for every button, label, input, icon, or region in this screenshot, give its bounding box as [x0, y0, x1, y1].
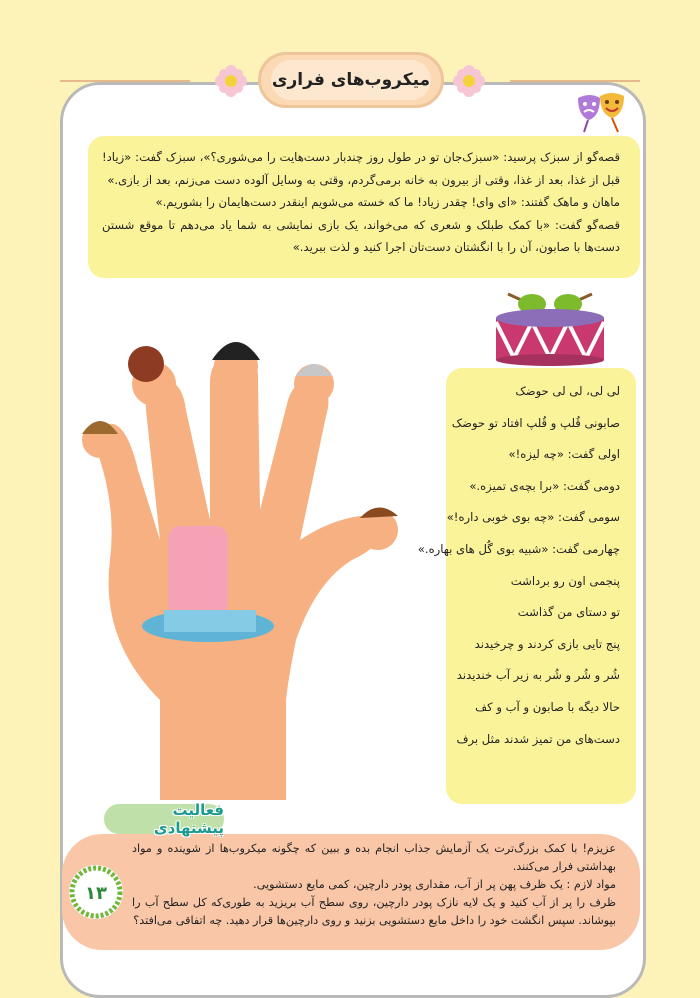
theatre-masks-icon — [574, 90, 630, 134]
poem-line: چهارمی گفت: «شبیه بوی گُل های بهاره.» — [417, 541, 620, 556]
story-paragraph: قصه‌گو از سبزک پرسید: «سبزک‌جان تو در طول روز چندبار دست‌هایت را می‌شوری؟»، سبزک گفت: «زیاد! قبل از غذا، بعد از غذا، وقتی از بیرون به خانه برمی‌گردم، وقتی به وسایل آلوده دست می‌زنم، بعد از بازی.» — [102, 150, 620, 187]
poem-line: اولی گفت: «چه لیزه!» — [508, 447, 620, 462]
story-paragraph: ماهان و ماهک گفتند: «ای وای! چقدر زیاد! ما که خسته می‌شویم اینقدر دست‌هایمان را بشوریم.» — [155, 195, 620, 209]
poem-line: شُر و شُر و شُر به زیر آب خندیدند — [456, 668, 620, 683]
poem-line: تو دستای من گذاشت — [517, 605, 620, 620]
page-title: میکروب‌های فراری — [271, 60, 431, 100]
activity-paragraph: ظرف را پر از آب کنید و یک لایه نازک پودر دارچین، روی سطح آب بریزید به طوری‌که کل سطح آب را بپوشاند. سپس انگشت خود را داخل مایع دستشویی بزنید و روی دارچین‌ها قرار دهید. چه اتفاقی می‌افتد؟ — [132, 896, 616, 927]
title-divider-left — [60, 80, 190, 82]
page-number-wreath — [66, 862, 126, 922]
flower-icon — [214, 64, 248, 98]
poem-box — [417, 368, 636, 804]
activity-paragraph: مواد لازم : یک ظرف پهن پر از آب، مقداری پودر دارچین، کمی مایع دستشویی. — [253, 878, 616, 891]
flower-icon — [452, 64, 486, 98]
poem-line: لی لی، لی لی حوضک — [515, 384, 620, 398]
poem-line: سومی گفت: «چه بوی خوبی داره!» — [446, 510, 620, 525]
activity-label: فعالیت پیشنهادی — [153, 801, 224, 837]
story-box — [88, 136, 640, 278]
poem-line: حالا دیگه با صابون و آب و کف — [475, 699, 620, 714]
poem-line: دست‌های من تمیز شدند مثل برف — [456, 731, 620, 746]
activity-paragraph: عزیزم! با کمک بزرگ‌ترت یک آزمایش جذاب انجام بده و ببین که چگونه میکروب‌ها از شوینده و مواد بهداشتی فرار می‌کنند. — [132, 842, 616, 873]
poem-line: پنج تایی بازی کردند و چرخیدند — [474, 636, 620, 651]
poem-line: پنجمی اون رو برداشت — [510, 573, 620, 588]
hand-illustration — [60, 320, 440, 800]
title-pill — [258, 52, 444, 108]
drum-illustration — [490, 288, 610, 368]
poem-line: صابونی قُلپ و قُلپ افتاد تو حوضک — [451, 415, 620, 430]
title-divider-right — [510, 80, 640, 82]
poem-line: دومی گفت: «برا بچه‌ی تمیزه.» — [469, 478, 620, 493]
activity-box — [62, 834, 640, 950]
activity-label-badge — [104, 801, 224, 837]
page-number: ۱۳ — [85, 883, 107, 904]
story-paragraph: قصه‌گو گفت: «با کمک طبلک و شعری که می‌خواند، یک بازی نمایشی به شما یاد می‌دهم تا موقع شستن دست‌ها با صابون، آن را با انگشتان دست‌تان اجرا کنید و لذت ببرید.» — [102, 217, 620, 254]
